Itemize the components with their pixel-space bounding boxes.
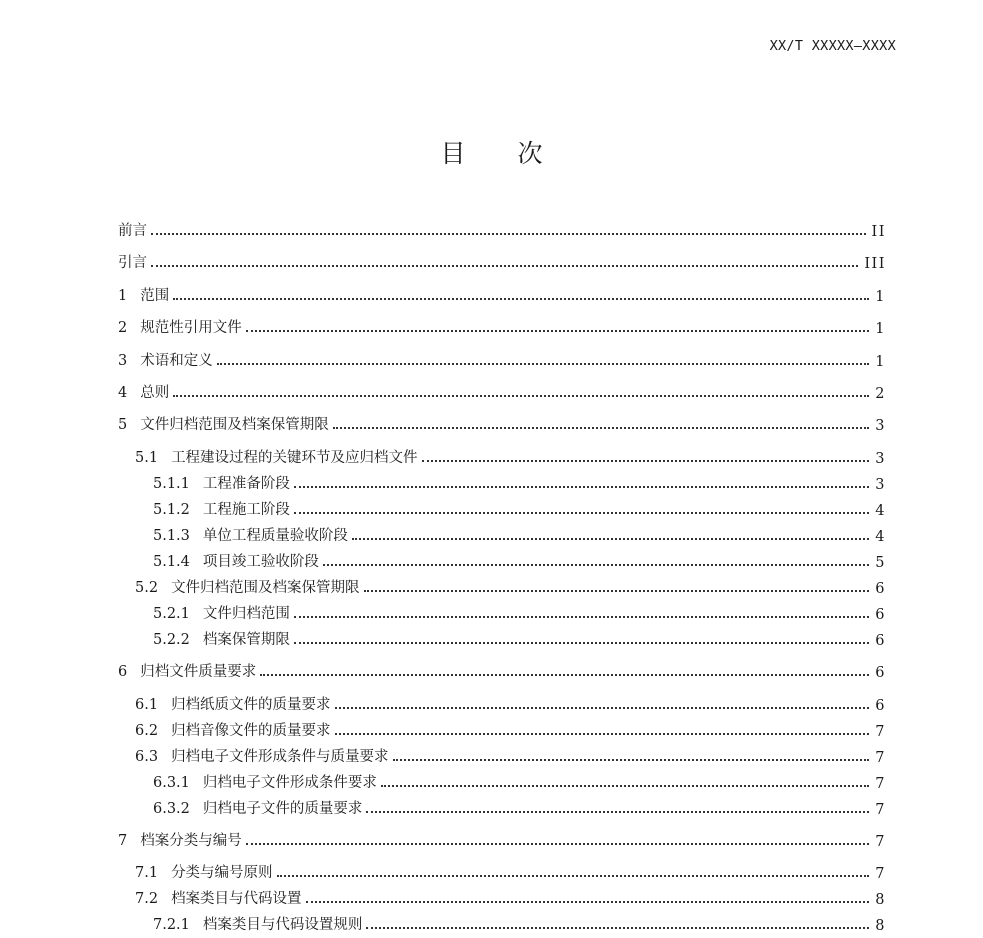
toc-entry[interactable] bbox=[118, 856, 886, 882]
toc-entry-number: 5.1.4 bbox=[153, 553, 190, 570]
toc-entry[interactable] bbox=[118, 597, 886, 623]
toc-entry-page: 6 bbox=[869, 633, 886, 649]
dot-leader bbox=[294, 642, 869, 644]
toc-entry-label bbox=[118, 251, 151, 272]
toc-entry-text: 档案分类与编号 bbox=[140, 832, 242, 849]
toc-entry[interactable] bbox=[118, 908, 886, 934]
toc-entry[interactable] bbox=[118, 246, 886, 272]
dot-leader bbox=[352, 538, 869, 540]
toc-entry-number: 5.2.1 bbox=[153, 605, 190, 622]
toc-entry-text: 档案类目与代码设置规则 bbox=[202, 917, 363, 934]
toc-entry-text: 工程施工阶段 bbox=[202, 501, 290, 518]
table-of-contents bbox=[118, 214, 886, 934]
toc-entry-label bbox=[135, 576, 364, 597]
toc-entry-page: 6 bbox=[869, 665, 886, 681]
toc-entry-number: 5.2 bbox=[135, 579, 159, 596]
dot-leader bbox=[335, 733, 870, 735]
toc-entry-label bbox=[153, 602, 294, 623]
toc-entry-label bbox=[118, 284, 173, 305]
toc-entry-number: 5.1.3 bbox=[153, 527, 190, 544]
toc-entry-label bbox=[135, 693, 335, 714]
dot-leader bbox=[366, 927, 869, 929]
toc-entry-label bbox=[118, 316, 246, 337]
toc-entry-page: 4 bbox=[869, 529, 886, 545]
toc-entry[interactable] bbox=[118, 311, 886, 337]
toc-entry[interactable] bbox=[118, 655, 886, 681]
toc-entry-text: 工程建设过程的关键环节及应归档文件 bbox=[171, 449, 418, 466]
toc-entry[interactable] bbox=[118, 766, 886, 792]
toc-entry[interactable] bbox=[118, 740, 886, 766]
dot-leader bbox=[381, 785, 869, 787]
toc-entry-label bbox=[118, 381, 173, 402]
dot-leader bbox=[306, 901, 870, 903]
toc-entry-page: 8 bbox=[869, 918, 886, 934]
dot-leader bbox=[277, 875, 870, 877]
toc-entry-number: 6.3.1 bbox=[153, 774, 190, 791]
toc-entry-label bbox=[153, 797, 366, 818]
toc-entry-page: 7 bbox=[869, 750, 886, 766]
toc-entry-page: 7 bbox=[869, 866, 886, 882]
toc-entry-number: 5.1 bbox=[135, 449, 159, 466]
dot-leader bbox=[151, 265, 858, 267]
toc-entry-text: 项目竣工验收阶段 bbox=[202, 553, 319, 570]
toc-entry-text: 归档电子文件形成条件与质量要求 bbox=[171, 748, 389, 765]
toc-entry-number: 6.3 bbox=[135, 748, 159, 765]
toc-entry[interactable] bbox=[118, 408, 886, 434]
toc-entry-page: III bbox=[858, 256, 886, 272]
toc-entry-page: 1 bbox=[869, 354, 886, 370]
toc-entry-number: 5.1.2 bbox=[153, 501, 190, 518]
toc-entry[interactable] bbox=[118, 882, 886, 908]
toc-entry[interactable] bbox=[118, 279, 886, 305]
toc-entry-number: 6.2 bbox=[135, 722, 159, 739]
toc-entry-label bbox=[153, 498, 294, 519]
dot-leader bbox=[393, 759, 870, 761]
toc-entry-page: 8 bbox=[869, 892, 886, 908]
toc-entry-page: 3 bbox=[869, 451, 886, 467]
toc-entry-text: 单位工程质量验收阶段 bbox=[202, 527, 348, 544]
dot-leader bbox=[294, 486, 869, 488]
dot-leader bbox=[173, 298, 869, 300]
toc-entry-text: 引言 bbox=[118, 255, 147, 272]
toc-entry-number: 7.2 bbox=[135, 891, 159, 908]
standard-code: XX/T XXXXX—XXXX bbox=[769, 38, 896, 54]
toc-entry-page: 4 bbox=[869, 503, 886, 519]
dot-leader bbox=[246, 843, 870, 845]
toc-entry-text: 前言 bbox=[118, 223, 147, 239]
dot-leader bbox=[366, 811, 869, 813]
toc-entry-text: 文件归档范围及档案保管期限 bbox=[140, 417, 329, 434]
toc-entry-label bbox=[118, 349, 217, 370]
toc-entry[interactable] bbox=[118, 824, 886, 850]
toc-entry-page: 1 bbox=[869, 289, 886, 305]
toc-entry-text: 文件归档范围 bbox=[202, 605, 290, 622]
toc-entry-text: 归档电子文件形成条件要求 bbox=[202, 774, 377, 791]
toc-entry-label bbox=[118, 660, 260, 681]
toc-entry-number: 5.1.1 bbox=[153, 475, 190, 492]
toc-entry-text: 总则 bbox=[140, 384, 170, 401]
toc-entry-label bbox=[118, 413, 333, 434]
toc-entry[interactable] bbox=[118, 714, 886, 740]
toc-entry-number: 3 bbox=[118, 352, 128, 369]
toc-entry[interactable] bbox=[118, 344, 886, 370]
toc-entry-text: 文件归档范围及档案保管期限 bbox=[171, 579, 360, 596]
toc-entry-page: 3 bbox=[869, 418, 886, 434]
toc-entry-label bbox=[135, 887, 306, 908]
toc-entry[interactable] bbox=[118, 493, 886, 519]
toc-entry-text: 规范性引用文件 bbox=[140, 320, 242, 337]
toc-entry-text: 归档纸质文件的质量要求 bbox=[171, 696, 331, 713]
toc-entry-page: 2 bbox=[869, 386, 886, 402]
toc-entry-number: 5.2.2 bbox=[153, 631, 190, 648]
toc-entry-number: 7.1 bbox=[135, 865, 159, 882]
toc-entry-page: 3 bbox=[869, 477, 886, 493]
toc-entry-page: 6 bbox=[869, 581, 886, 597]
toc-entry[interactable] bbox=[118, 792, 886, 818]
toc-entry-number: 6 bbox=[118, 664, 128, 681]
toc-entry-number: 7.2.1 bbox=[153, 917, 190, 934]
toc-entry-page: II bbox=[866, 224, 886, 240]
toc-entry-label bbox=[153, 524, 352, 545]
dot-leader bbox=[294, 512, 869, 514]
toc-entry-label bbox=[135, 719, 335, 740]
toc-entry-page: 1 bbox=[869, 321, 886, 337]
toc-entry-label bbox=[135, 745, 393, 766]
toc-entry-text: 归档电子文件的质量要求 bbox=[202, 800, 363, 817]
toc-entry-number: 6.1 bbox=[135, 696, 159, 713]
toc-entry-number: 2 bbox=[118, 320, 128, 337]
toc-entry[interactable] bbox=[118, 376, 886, 402]
dot-leader bbox=[260, 674, 869, 676]
toc-entry-text: 档案类目与代码设置 bbox=[171, 891, 302, 908]
toc-entry-text: 工程准备阶段 bbox=[202, 475, 290, 492]
toc-entry-page: 7 bbox=[869, 834, 886, 850]
dot-leader bbox=[422, 460, 870, 462]
toc-entry-page: 6 bbox=[869, 607, 886, 623]
toc-entry-number: 4 bbox=[118, 384, 128, 401]
toc-entry-page: 7 bbox=[869, 802, 886, 818]
toc-entry-label bbox=[118, 829, 246, 850]
toc-entry-page: 7 bbox=[869, 776, 886, 792]
dot-leader bbox=[217, 363, 870, 365]
toc-entry-label bbox=[153, 913, 366, 934]
dot-leader bbox=[335, 707, 870, 709]
toc-entry-page: 5 bbox=[869, 555, 886, 571]
toc-entry-label bbox=[153, 628, 294, 649]
toc-entry-text: 档案保管期限 bbox=[202, 631, 290, 648]
toc-entry[interactable] bbox=[118, 545, 886, 571]
toc-entry-text: 分类与编号原则 bbox=[171, 865, 273, 882]
toc-entry-page: 6 bbox=[869, 698, 886, 714]
dot-leader bbox=[333, 427, 870, 429]
toc-entry-label bbox=[153, 472, 294, 493]
toc-entry-label bbox=[118, 219, 151, 240]
toc-entry-text: 范围 bbox=[140, 287, 170, 304]
toc-title: 目次 bbox=[440, 139, 595, 168]
toc-entry-page: 7 bbox=[869, 724, 886, 740]
toc-entry-label bbox=[135, 446, 422, 467]
toc-entry-label bbox=[153, 550, 323, 571]
toc-entry-text: 术语和定义 bbox=[140, 352, 213, 369]
dot-leader bbox=[173, 395, 869, 397]
toc-entry[interactable] bbox=[118, 688, 886, 714]
toc-entry-text: 归档音像文件的质量要求 bbox=[171, 722, 331, 739]
dot-leader bbox=[151, 233, 866, 235]
dot-leader bbox=[294, 616, 869, 618]
toc-entry[interactable] bbox=[118, 467, 886, 493]
toc-entry[interactable] bbox=[118, 623, 886, 649]
dot-leader bbox=[364, 590, 870, 592]
toc-entry-number: 6.3.2 bbox=[153, 800, 190, 817]
toc-entry-label bbox=[153, 771, 381, 792]
toc-entry[interactable] bbox=[118, 571, 886, 597]
toc-entry[interactable] bbox=[118, 441, 886, 467]
toc-entry[interactable] bbox=[118, 214, 886, 240]
toc-entry-number: 5 bbox=[118, 417, 128, 434]
dot-leader bbox=[323, 564, 869, 566]
toc-entry[interactable] bbox=[118, 519, 886, 545]
toc-entry-label bbox=[135, 861, 277, 882]
toc-entry-number: 7 bbox=[118, 832, 128, 849]
toc-entry-number: 1 bbox=[118, 287, 128, 304]
dot-leader bbox=[246, 330, 870, 332]
toc-entry-text: 归档文件质量要求 bbox=[140, 664, 257, 681]
